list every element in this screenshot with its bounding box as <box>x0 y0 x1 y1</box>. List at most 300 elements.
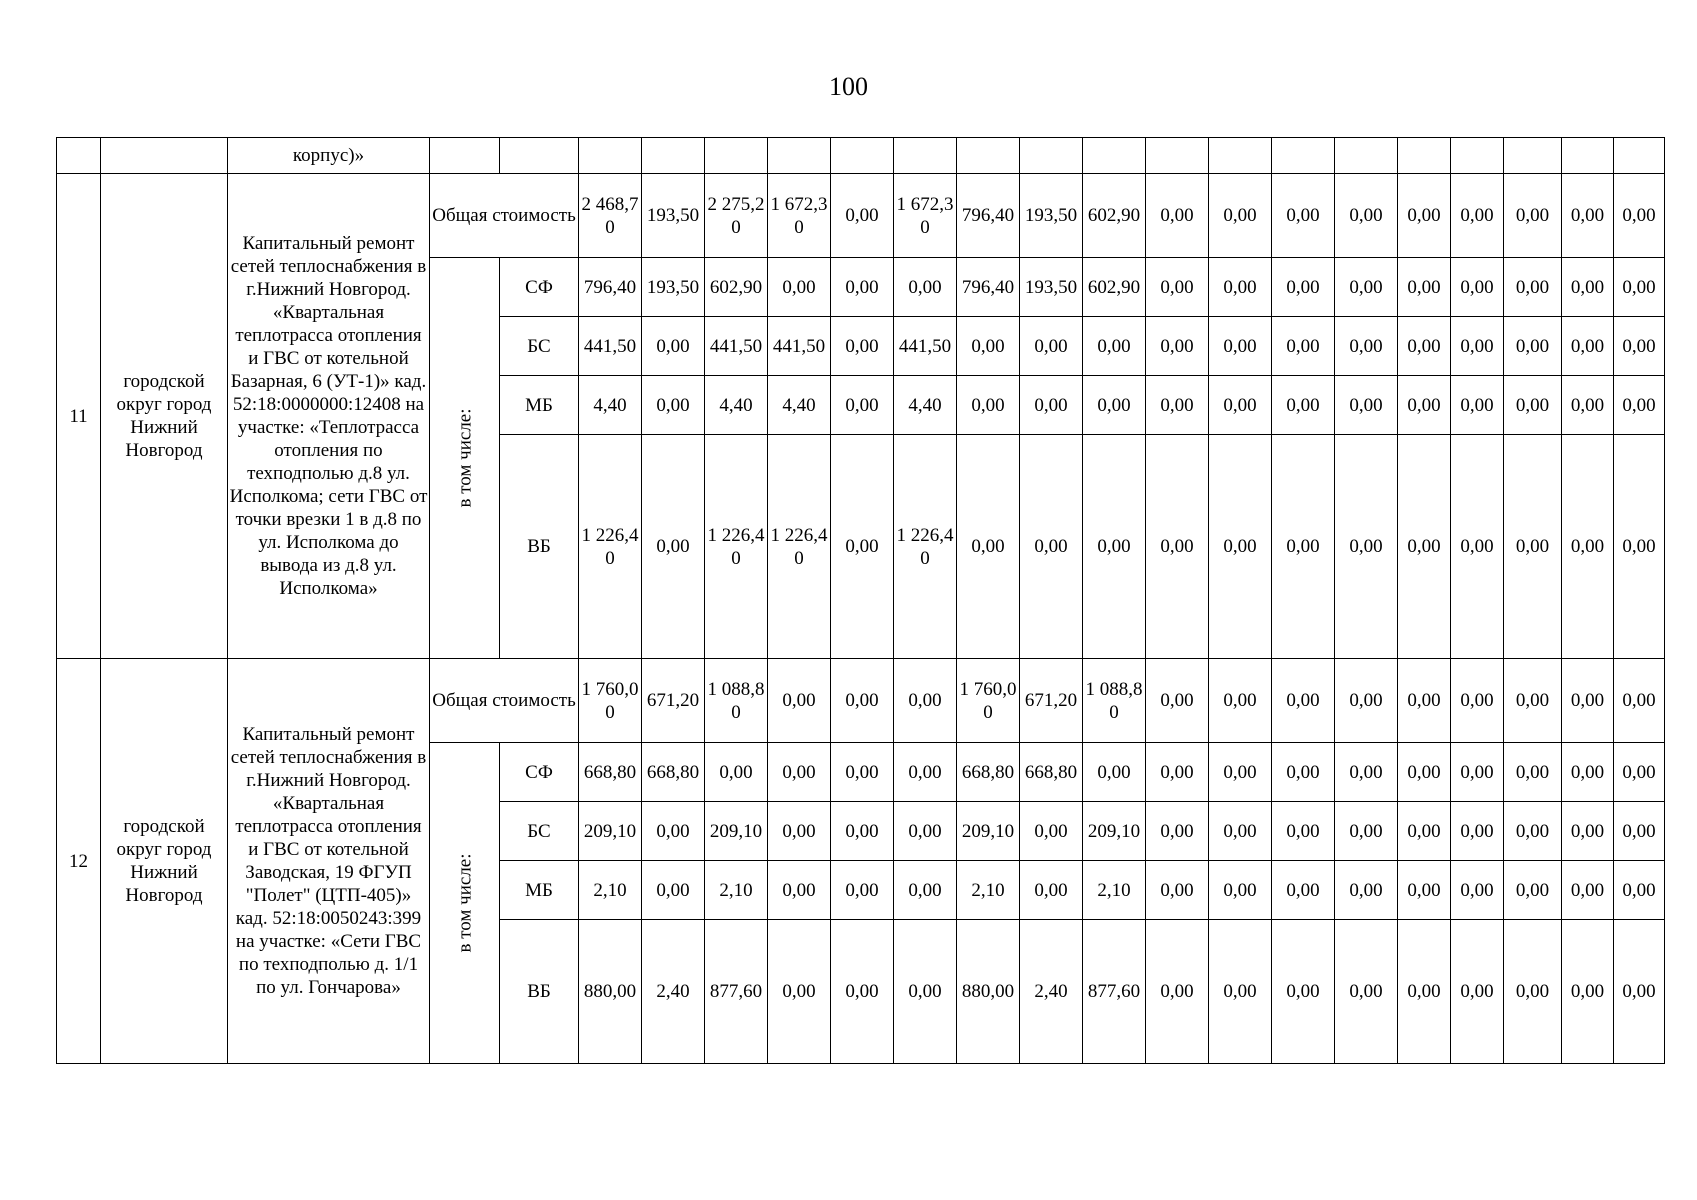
value-text: 1 760,00 <box>959 678 1017 723</box>
value-cell <box>957 174 1020 258</box>
value-text: 671,20 <box>1024 690 1078 711</box>
value-text: 0,00 <box>782 690 816 711</box>
table-cell <box>1451 138 1504 174</box>
value-text: 0,00 <box>845 536 879 557</box>
value-text: 0,00 <box>1286 205 1320 226</box>
value-text: 0,00 <box>1349 879 1383 901</box>
value-text: 0,00 <box>845 205 879 226</box>
value-cell <box>1146 861 1209 920</box>
value-cell <box>957 920 1020 1064</box>
value-text: 441,50 <box>583 335 637 357</box>
value-cell <box>1504 861 1562 920</box>
value-text: 0,00 <box>1515 761 1550 783</box>
value-cell <box>1398 376 1451 435</box>
value-text: 0,00 <box>1515 820 1550 842</box>
value-cell <box>642 258 705 317</box>
value-text: 0,00 <box>1223 981 1257 1002</box>
table-cell <box>831 138 894 174</box>
value-cell <box>1272 258 1335 317</box>
value-text: 0,00 <box>971 335 1005 357</box>
table-cell <box>705 138 768 174</box>
value-cell <box>1020 317 1083 376</box>
value-text: 0,00 <box>1223 205 1257 226</box>
value-text: 0,00 <box>908 820 942 842</box>
value-cell <box>957 802 1020 861</box>
value-cell <box>831 659 894 743</box>
value-cell <box>768 861 831 920</box>
table-cell <box>1272 138 1335 174</box>
value-cell <box>1020 376 1083 435</box>
value-text: 0,00 <box>1034 335 1068 357</box>
table-cell <box>1209 138 1272 174</box>
value-cell <box>1020 920 1083 1064</box>
value-text: 0,00 <box>1460 761 1494 783</box>
value-cell <box>1614 317 1665 376</box>
total-label: Общая стоимость <box>430 659 579 743</box>
value-text: 0,00 <box>656 820 690 842</box>
value-text: 0,00 <box>1460 820 1494 842</box>
value-text: 0,00 <box>1460 536 1494 557</box>
value-cell <box>1335 174 1398 258</box>
value-text: 0,00 <box>1622 276 1656 298</box>
value-text: 0,00 <box>1407 536 1441 557</box>
value-cell <box>1083 317 1146 376</box>
value-text: 0,00 <box>1407 981 1441 1002</box>
value-cell <box>768 435 831 659</box>
value-cell <box>705 376 768 435</box>
value-text: 0,00 <box>1570 690 1605 711</box>
value-text: 602,90 <box>1087 276 1141 298</box>
value-text: 0,00 <box>1160 879 1194 901</box>
value-text: 0,00 <box>1160 276 1194 298</box>
value-cell <box>1272 376 1335 435</box>
table-cell <box>642 138 705 174</box>
value-cell <box>1146 743 1209 802</box>
value-cell <box>705 920 768 1064</box>
value-cell <box>1209 376 1272 435</box>
value-cell <box>1272 920 1335 1064</box>
value-cell <box>1398 317 1451 376</box>
in-that-number-label: в том числе: <box>454 408 475 508</box>
value-cell <box>1335 258 1398 317</box>
value-text: 0,00 <box>1407 394 1441 416</box>
value-text: 0,00 <box>1223 879 1257 901</box>
value-text: 0,00 <box>719 761 753 783</box>
value-text: 0,00 <box>1349 536 1383 557</box>
value-cell <box>1614 435 1665 659</box>
table-cell <box>894 138 957 174</box>
value-text: 0,00 <box>1286 394 1320 416</box>
value-cell <box>1335 743 1398 802</box>
value-cell <box>579 258 642 317</box>
value-text: 0,00 <box>1460 981 1494 1002</box>
value-text: 0,00 <box>908 879 942 901</box>
value-text: 2,10 <box>971 879 1005 901</box>
value-cell <box>1504 317 1562 376</box>
value-cell <box>1020 861 1083 920</box>
value-text: 0,00 <box>1407 205 1441 226</box>
value-cell <box>1146 258 1209 317</box>
value-cell <box>579 317 642 376</box>
value-text: 1 672,30 <box>770 193 828 238</box>
value-cell <box>1562 743 1614 802</box>
value-text: 0,00 <box>1570 761 1605 783</box>
value-cell <box>1451 317 1504 376</box>
value-text: 0,00 <box>656 536 690 557</box>
value-cell <box>1083 435 1146 659</box>
value-text: 0,00 <box>656 879 690 901</box>
value-text: 0,00 <box>1407 761 1441 783</box>
table-cell <box>1504 138 1562 174</box>
value-cell <box>642 920 705 1064</box>
value-cell <box>1209 435 1272 659</box>
value-cell <box>1272 802 1335 861</box>
value-cell <box>957 861 1020 920</box>
value-cell <box>579 743 642 802</box>
value-cell <box>957 317 1020 376</box>
table-cell <box>1562 138 1614 174</box>
value-cell <box>642 802 705 861</box>
value-text: 877,60 <box>709 981 763 1002</box>
value-text: 0,00 <box>782 981 816 1002</box>
project-name: Капитальный ремонт сетей теплоснабжения в г.Нижний Новгород. «Квартальная теплотрасса отопления и ГВС от котельной Заводская, 19 ФГУП "Полет" (ЦТП-405)» кад. 52:18:0050243:399 на участке: «Сети ГВС по техподполью д. 1/1 по ул. Гончарова» <box>228 659 430 1064</box>
value-text: 880,00 <box>583 981 637 1002</box>
value-text: 0,00 <box>1097 761 1131 783</box>
value-cell <box>831 258 894 317</box>
table-cell <box>1335 138 1398 174</box>
table-cell <box>1083 138 1146 174</box>
value-text: 2,10 <box>719 879 753 901</box>
value-cell <box>1146 435 1209 659</box>
value-text: 668,80 <box>583 761 637 783</box>
total-label: Общая стоимость <box>430 174 579 258</box>
value-text: 1 672,30 <box>896 193 954 238</box>
value-text: 0,00 <box>1097 394 1131 416</box>
value-text: 0,00 <box>1286 335 1320 357</box>
value-text: 1 088,80 <box>1085 678 1143 723</box>
municipality: городской округ город Нижний Новгород <box>101 659 228 1064</box>
source-label: БС <box>500 317 579 376</box>
value-text: 0,00 <box>971 394 1005 416</box>
value-cell <box>957 376 1020 435</box>
value-text: 193,50 <box>1024 276 1078 298</box>
value-text: 0,00 <box>1570 276 1605 298</box>
value-text: 0,00 <box>1160 761 1194 783</box>
value-cell <box>831 861 894 920</box>
table-cell <box>1614 138 1665 174</box>
value-cell <box>1083 743 1146 802</box>
value-text: 0,00 <box>1407 690 1441 711</box>
value-text: 1 226,40 <box>581 524 639 569</box>
value-cell <box>1083 258 1146 317</box>
value-text: 0,00 <box>1160 690 1194 711</box>
value-text: 2 275,20 <box>707 193 765 238</box>
value-cell <box>579 659 642 743</box>
source-label: СФ <box>500 258 579 317</box>
value-cell <box>957 435 1020 659</box>
value-cell <box>705 659 768 743</box>
value-text: 2,10 <box>1097 879 1131 901</box>
value-text: 0,00 <box>1622 394 1656 416</box>
value-text: 0,00 <box>1515 205 1550 226</box>
value-cell <box>1146 920 1209 1064</box>
value-text: 4,40 <box>593 394 627 416</box>
value-cell <box>1562 258 1614 317</box>
value-text: 0,00 <box>1407 276 1441 298</box>
table-cell <box>768 138 831 174</box>
entry-total-row <box>57 659 1665 743</box>
value-text: 796,40 <box>583 276 637 298</box>
value-text: 4,40 <box>719 394 753 416</box>
value-cell <box>1562 802 1614 861</box>
value-cell <box>768 802 831 861</box>
value-cell <box>1335 802 1398 861</box>
value-cell <box>1335 317 1398 376</box>
value-text: 0,00 <box>1160 820 1194 842</box>
value-cell <box>1083 376 1146 435</box>
value-text: 0,00 <box>845 690 879 711</box>
value-cell <box>1146 174 1209 258</box>
value-cell <box>1083 174 1146 258</box>
value-text: 0,00 <box>1622 981 1656 1002</box>
value-text: 0,00 <box>1349 335 1383 357</box>
value-cell <box>831 435 894 659</box>
value-text: 0,00 <box>908 761 942 783</box>
value-cell <box>831 317 894 376</box>
value-cell <box>642 743 705 802</box>
value-cell <box>1020 258 1083 317</box>
value-text: 0,00 <box>1407 335 1441 357</box>
value-text: 441,50 <box>709 335 763 357</box>
value-cell <box>1335 435 1398 659</box>
value-cell <box>1562 317 1614 376</box>
value-cell <box>1504 174 1562 258</box>
value-text: 4,40 <box>782 394 816 416</box>
value-cell <box>1209 743 1272 802</box>
value-cell <box>705 174 768 258</box>
value-text: 0,00 <box>656 394 690 416</box>
value-text: 1 226,40 <box>896 524 954 569</box>
value-cell <box>768 743 831 802</box>
value-text: 0,00 <box>1515 981 1550 1002</box>
value-text: 0,00 <box>1097 335 1131 357</box>
value-text: 1 760,00 <box>581 678 639 723</box>
value-cell <box>642 659 705 743</box>
value-text: 0,00 <box>1515 394 1550 416</box>
value-text: 209,10 <box>961 820 1015 842</box>
table-cell <box>957 138 1020 174</box>
value-cell <box>1272 743 1335 802</box>
value-text: 0,00 <box>1223 335 1257 357</box>
value-cell <box>1614 258 1665 317</box>
value-text: 209,10 <box>1087 820 1141 842</box>
value-cell <box>768 376 831 435</box>
value-cell <box>831 743 894 802</box>
value-text: 668,80 <box>646 761 700 783</box>
value-cell <box>1504 920 1562 1064</box>
value-text: 0,00 <box>1034 820 1068 842</box>
value-cell <box>957 743 1020 802</box>
value-text: 0,00 <box>1286 690 1320 711</box>
value-text: 0,00 <box>1622 820 1656 842</box>
page-number: 100 <box>829 72 868 101</box>
value-text: 0,00 <box>1460 690 1494 711</box>
source-label: МБ <box>500 861 579 920</box>
value-cell <box>1209 174 1272 258</box>
value-cell <box>705 317 768 376</box>
value-text: 0,00 <box>1223 690 1257 711</box>
value-cell <box>1451 435 1504 659</box>
value-cell <box>705 861 768 920</box>
value-text: 2 468,70 <box>581 193 639 238</box>
value-text: 0,00 <box>1286 981 1320 1002</box>
value-cell <box>768 920 831 1064</box>
value-text: 0,00 <box>1349 394 1383 416</box>
value-cell <box>1272 435 1335 659</box>
value-cell <box>1504 802 1562 861</box>
value-cell <box>1562 174 1614 258</box>
value-text: 668,80 <box>1024 761 1078 783</box>
value-cell <box>1398 743 1451 802</box>
value-cell <box>1020 174 1083 258</box>
value-text: 209,10 <box>709 820 763 842</box>
value-text: 796,40 <box>961 205 1015 226</box>
value-text: 668,80 <box>961 761 1015 783</box>
value-text: 0,00 <box>1034 879 1068 901</box>
value-cell <box>894 317 957 376</box>
value-text: 4,40 <box>908 394 942 416</box>
value-cell <box>1020 659 1083 743</box>
value-cell <box>1398 659 1451 743</box>
value-cell <box>1504 743 1562 802</box>
value-text: 0,00 <box>1349 761 1383 783</box>
value-text: 193,50 <box>646 276 700 298</box>
value-text: 0,00 <box>1286 276 1320 298</box>
value-cell <box>1335 920 1398 1064</box>
value-text: 0,00 <box>782 276 816 298</box>
value-text: 193,50 <box>646 205 700 226</box>
value-text: 0,00 <box>1223 276 1257 298</box>
value-text: 0,00 <box>1223 394 1257 416</box>
value-cell <box>1504 258 1562 317</box>
value-cell <box>831 802 894 861</box>
value-text: 0,00 <box>1349 981 1383 1002</box>
in-that-number-cell <box>430 743 500 1064</box>
value-cell <box>768 659 831 743</box>
value-cell <box>1335 861 1398 920</box>
value-text: 1 088,80 <box>707 678 765 723</box>
value-text: 0,00 <box>1622 536 1656 557</box>
value-cell <box>1272 317 1335 376</box>
value-text: 0,00 <box>782 820 816 842</box>
value-cell <box>1451 802 1504 861</box>
value-text: 0,00 <box>1622 205 1656 226</box>
value-text: 0,00 <box>1223 820 1257 842</box>
value-text: 0,00 <box>1570 536 1605 557</box>
value-cell <box>831 174 894 258</box>
value-cell <box>768 317 831 376</box>
value-text: 671,20 <box>646 690 700 711</box>
value-text: 0,00 <box>1570 335 1605 357</box>
value-cell <box>957 258 1020 317</box>
value-text: 0,00 <box>1160 981 1194 1002</box>
value-text: 0,00 <box>1570 879 1605 901</box>
value-text: 602,90 <box>1087 205 1141 226</box>
source-label: МБ <box>500 376 579 435</box>
value-text: 0,00 <box>1622 335 1656 357</box>
value-text: 1 226,40 <box>707 524 765 569</box>
value-cell <box>1451 861 1504 920</box>
value-cell <box>894 435 957 659</box>
table-cell <box>430 138 500 174</box>
value-text: 602,90 <box>709 276 763 298</box>
value-text: 2,40 <box>1034 981 1068 1002</box>
value-cell <box>1398 861 1451 920</box>
value-text: 0,00 <box>1160 205 1194 226</box>
entry-number: 11 <box>57 174 101 659</box>
value-cell <box>894 659 957 743</box>
source-label: ВБ <box>500 435 579 659</box>
value-cell <box>894 920 957 1064</box>
value-text: 0,00 <box>1407 879 1441 901</box>
value-cell <box>1146 376 1209 435</box>
project-name: Капитальный ремонт сетей теплоснабжения в г.Нижний Новгород. «Квартальная теплотрасса отопления и ГВС от котельной Базарная, 6 (УТ-1)» кад. 52:18:0000000:12408 на участке: «Теплотрасса отопления по техподполью д.8 ул. Исполкома; сети ГВС от точки врезки 1 в д.8 по ул. Исполкома до вывода из д.8 ул. Исполкома» <box>228 174 430 659</box>
value-text: 877,60 <box>1087 981 1141 1002</box>
municipality: городской округ город Нижний Новгород <box>101 174 228 659</box>
value-text: 0,00 <box>1515 536 1550 557</box>
in-that-number-cell <box>430 258 500 659</box>
value-cell <box>1209 258 1272 317</box>
value-text: 0,00 <box>1622 690 1656 711</box>
table-cell <box>1146 138 1209 174</box>
value-cell <box>705 435 768 659</box>
source-label: БС <box>500 802 579 861</box>
value-cell <box>768 174 831 258</box>
value-text: 2,10 <box>593 879 627 901</box>
value-cell <box>1562 435 1614 659</box>
value-text: 0,00 <box>1622 761 1656 783</box>
value-text: 0,00 <box>1460 335 1494 357</box>
value-cell <box>1451 258 1504 317</box>
value-text: 0,00 <box>1407 820 1441 842</box>
value-cell <box>1398 258 1451 317</box>
value-text: 0,00 <box>1034 394 1068 416</box>
value-text: 0,00 <box>1286 879 1320 901</box>
value-cell <box>1614 861 1665 920</box>
value-text: 0,00 <box>1349 820 1383 842</box>
in-that-number-label: в том числе: <box>454 853 475 953</box>
value-cell <box>705 258 768 317</box>
value-cell <box>642 317 705 376</box>
value-cell <box>894 258 957 317</box>
value-cell <box>642 376 705 435</box>
value-cell <box>1562 659 1614 743</box>
value-cell <box>1209 317 1272 376</box>
value-cell <box>579 802 642 861</box>
value-cell <box>1272 861 1335 920</box>
value-text: 193,50 <box>1024 205 1078 226</box>
value-cell <box>894 174 957 258</box>
value-cell <box>1083 920 1146 1064</box>
value-text: 0,00 <box>1160 394 1194 416</box>
value-text: 0,00 <box>1460 205 1494 226</box>
value-cell <box>1451 743 1504 802</box>
value-text: 441,50 <box>898 335 952 357</box>
table-cell <box>101 138 228 174</box>
table-cell <box>1398 138 1451 174</box>
table-cell <box>579 138 642 174</box>
value-text: 0,00 <box>1570 394 1605 416</box>
